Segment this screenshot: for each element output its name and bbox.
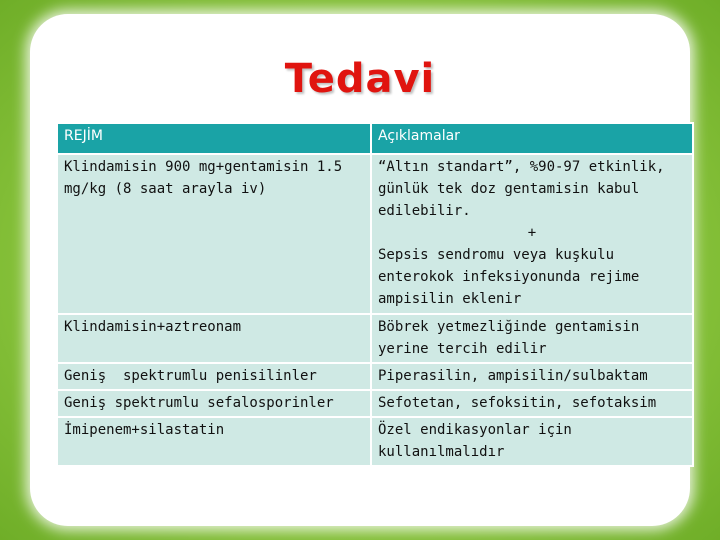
table-header-row xyxy=(57,123,693,154)
notes-cell: Özel endikasyonlar için kullanılmalıdır xyxy=(371,417,693,466)
regimen-cell: İmipenem+silastatin xyxy=(57,417,371,466)
table-row xyxy=(57,390,693,417)
table-row xyxy=(57,314,693,363)
page-title: Tedavi xyxy=(284,56,436,102)
regimen-cell: Klindamisin 900 mg+gentamisin 1.5 mg/kg (8 saat arayla iv) xyxy=(57,154,371,314)
notes-text: “Altın standart”, %90-97 etkinlik, günlük tek doz gentamisin kabul edilebilir. xyxy=(378,159,665,219)
treatment-table xyxy=(56,122,694,467)
regimen-cell: Klindamisin+aztreonam xyxy=(57,314,371,363)
notes-cell xyxy=(371,154,693,314)
table-row xyxy=(57,363,693,390)
regimen-cell: Geniş spektrumlu penisilinler xyxy=(57,363,371,390)
notes-cell: Piperasilin, ampisilin/sulbaktam xyxy=(371,363,693,390)
header-notes: Açıklamalar xyxy=(371,123,693,154)
plus-sign: + xyxy=(527,225,537,241)
header-regimen: REJİM xyxy=(57,123,371,154)
notes-text: Sepsis sendromu veya kuşkulu enterokok infeksiyonunda rejime ampisilin eklenir xyxy=(378,247,640,307)
notes-cell: Böbrek yetmezliğinde gentamisin yerine tercih edilir xyxy=(371,314,693,363)
notes-cell: Sefotetan, sefoksitin, sefotaksim xyxy=(371,390,693,417)
table-row xyxy=(57,417,693,466)
regimen-cell: Geniş spektrumlu sefalosporinler xyxy=(57,390,371,417)
table-row xyxy=(57,154,693,314)
